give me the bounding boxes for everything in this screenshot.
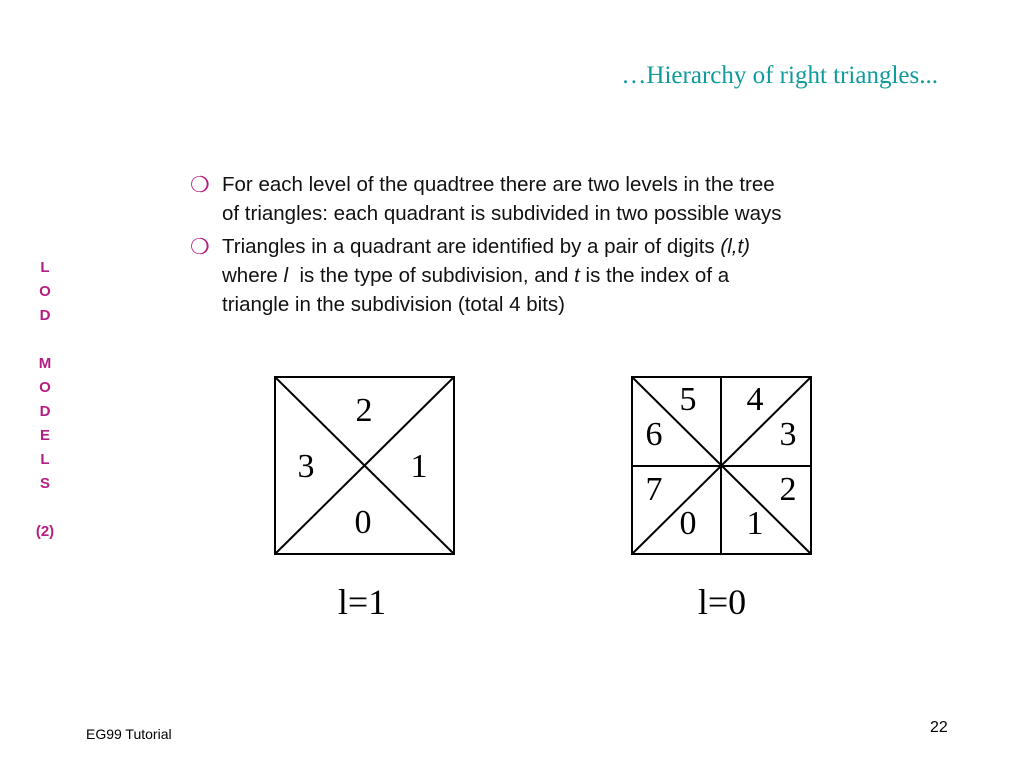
diagram-caption: l=0 — [697, 582, 747, 622]
bullet-circle-icon: ❍ — [190, 172, 210, 197]
side-letter: O — [39, 379, 51, 396]
bullet-text: is the index of a — [579, 264, 730, 287]
triangle-label: 7 — [645, 471, 663, 508]
triangle-label: 1 — [410, 448, 428, 485]
page-number: 22 — [930, 719, 948, 736]
diagram-l0 — [632, 377, 811, 554]
bullet-line: For each level of the quadtree there are two levels in the tree — [222, 173, 775, 196]
bullet-italic-term: l — [283, 264, 289, 287]
slide-title: …Hierarchy of right triangles... — [621, 62, 938, 89]
triangle-label: 4 — [746, 381, 764, 418]
side-letter: D — [39, 403, 51, 420]
bullet-circle-icon: ❍ — [190, 234, 210, 259]
side-part-number: (2) — [35, 523, 55, 540]
side-letter: L — [40, 259, 50, 276]
bullet-text: Triangles in a quadrant are identified by a pair of digits — [222, 235, 721, 258]
triangle-label: 3 — [297, 448, 315, 485]
triangle-label: 3 — [779, 416, 797, 453]
bullet-italic-term: (l,t) — [720, 235, 750, 258]
bullet-line: of triangles: each quadrant is subdivided in two possible ways — [222, 202, 782, 225]
side-letter: M — [38, 355, 52, 372]
triangle-label: 2 — [355, 392, 373, 429]
triangle-label: 0 — [354, 504, 372, 541]
bullet-text: is the type of subdivision, and — [288, 264, 575, 287]
diagram-caption: l=1 — [337, 582, 387, 622]
side-letter: D — [39, 307, 51, 324]
footer-label: EG99 Tutorial — [86, 726, 172, 742]
triangle-label: 0 — [679, 505, 697, 542]
triangle-label: 2 — [779, 471, 797, 508]
bullet-italic-term: t — [574, 264, 580, 287]
side-letter: S — [39, 475, 50, 492]
bullet-text: where — [222, 264, 284, 287]
side-letter: L — [40, 451, 50, 468]
triangle-label: 1 — [746, 505, 764, 542]
side-letter: E — [39, 427, 50, 444]
triangle-label: 5 — [679, 381, 697, 418]
bullet-line: triangle in the subdivision (total 4 bits) — [222, 293, 565, 316]
side-letter: O — [39, 283, 51, 300]
triangle-label: 6 — [645, 416, 663, 453]
